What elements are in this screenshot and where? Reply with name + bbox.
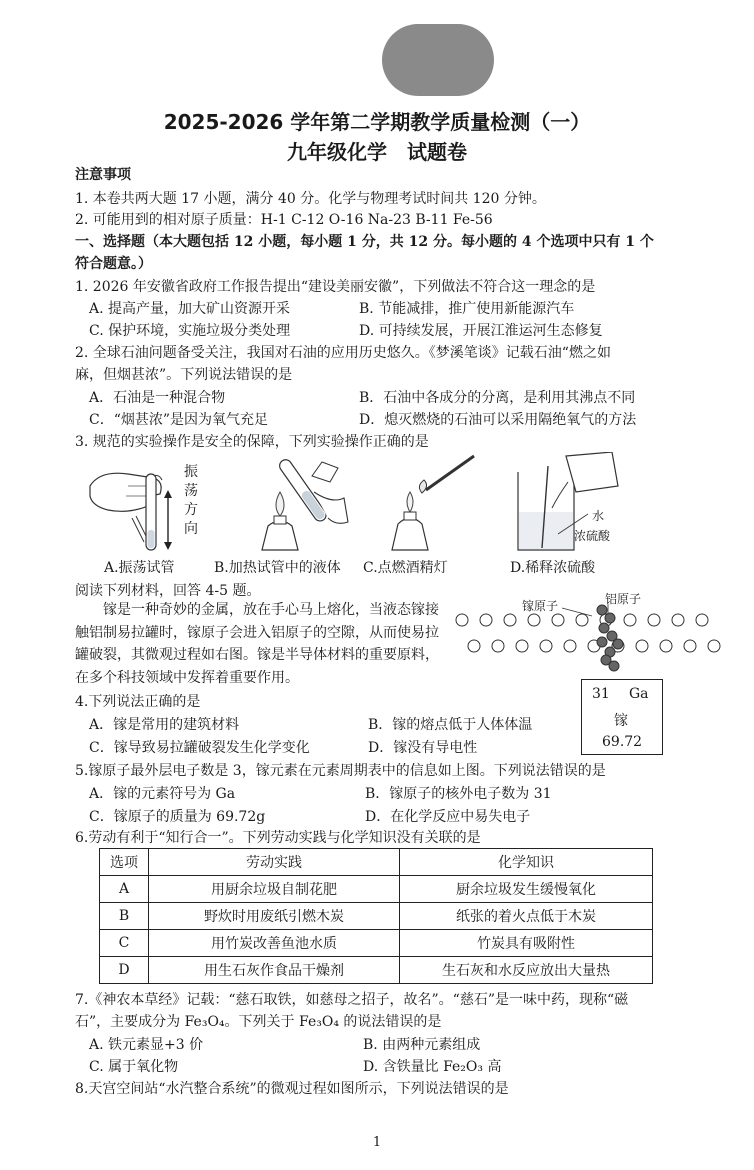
al-atom (636, 640, 648, 652)
al-atom (540, 640, 552, 652)
table-cell: 竹炭具有吸附性 (400, 930, 653, 957)
element-mass: 69.72 (602, 734, 643, 750)
page-number: 1 (372, 1135, 382, 1150)
al-atom (696, 614, 708, 626)
al-atom (564, 640, 576, 652)
table-header: 化学知识 (400, 849, 653, 876)
reading-intro: 阅读下列材料，回答 4-5 题。 (75, 583, 261, 599)
q5-option-c: C．镓原子的质量为 69.72g (89, 809, 266, 825)
q2-option-d: D．熄灭燃烧的石油可以采用隔绝氧气的方法 (359, 412, 637, 428)
q2-option-b: B．石油中各成分的分离，是利用其沸点不同 (359, 390, 636, 406)
element-info-box (581, 679, 663, 755)
q3-option-c: C.点燃酒精灯 (363, 560, 448, 576)
q1-option-c: C. 保护环境，实施垃圾分类处理 (89, 323, 291, 339)
q2-stem-line2: 麻，但烟甚浓”。下列说法错误的是 (75, 367, 293, 383)
table-cell: B (100, 903, 149, 930)
q6-table (99, 848, 653, 984)
q4-option-b: B．镓的熔点低于人体体温 (368, 717, 533, 733)
table-header-row (100, 849, 653, 876)
ga-atom-label: 镓原子 (522, 599, 559, 613)
al-atom (516, 640, 528, 652)
double-arrow-icon (160, 490, 176, 550)
table-cell: A (100, 876, 149, 903)
q4-stem: 4.下列说法正确的是 (75, 694, 201, 710)
q2-option-a: A．石油是一种混合物 (89, 390, 226, 406)
q3-option-d: D.稀释浓硫酸 (510, 560, 596, 576)
al-atom (528, 614, 540, 626)
page-subtitle: 九年级化学 试题卷 (287, 140, 467, 164)
q1-option-d: D. 可持续发展，开展江淮运河生态修复 (359, 323, 603, 339)
table-cell: 厨余垃圾发生缓慢氧化 (400, 876, 653, 903)
q5-option-b: B．镓原子的核外电子数为 31 (365, 786, 552, 802)
q3-option-b: B.加热试管中的液体 (214, 560, 341, 576)
notes-heading: 注意事项 (75, 167, 131, 183)
q4-option-d: D．镓没有导电性 (368, 740, 478, 756)
test-tube-liquid (148, 530, 155, 548)
al-atom (504, 614, 516, 626)
light-lamp-illustration (386, 452, 480, 556)
al-atom-label: 铝原子 (605, 592, 642, 606)
table-cell: 用厨余垃圾自制花肥 (149, 876, 400, 903)
table-cell: 用生石灰作食品干燥剂 (149, 957, 400, 984)
alcohol-lamp (262, 521, 298, 550)
q1-option-a: A. 提高产量，加大矿山资源开采 (89, 301, 291, 317)
water-label: 水 (592, 509, 605, 523)
table-row (100, 930, 653, 957)
element-number: 31 (592, 686, 610, 702)
ga-atom (613, 639, 623, 649)
beaker-upper (566, 452, 618, 492)
al-atom (456, 614, 468, 626)
reading-paragraph: 镓是一种奇妙的金属，放在手心马上熔化，当液态镓接触铝制易拉罐时，镓原子会进入铝原子的空隙，从而使易拉罐破裂，其微观过程如右图。镓是半导体材料的重要原料，在多个科技领域中发挥着重要作用。 (75, 602, 439, 686)
q7-option-a: A. 铁元素显+3 价 (89, 1037, 204, 1053)
table-cell: 生石灰和水反应放出大量热 (400, 957, 653, 984)
al-atom (672, 614, 684, 626)
al-atom (684, 640, 696, 652)
ga-atom (599, 623, 609, 633)
table-cell: 用竹炭改善鱼池水质 (149, 930, 400, 957)
q2-option-c: C．“烟甚浓”是因为氧气充足 (89, 412, 269, 428)
al-atom (468, 640, 480, 652)
q5-option-a: A．镓的元素符号为 Ga (89, 786, 236, 802)
table-cell: D (100, 957, 149, 984)
table-header: 劳动实践 (149, 849, 400, 876)
table-row (100, 957, 653, 984)
notes-item-1: 1. 本卷共两大题 17 小题，满分 40 分。化学与物理考试时间共 120 分钟。 (75, 191, 546, 207)
section-heading-line1: 一、选择题（本大题包括 12 小题，每小题 1 分，共 12 分。每小题的 4 个选项中只有 1 个 (75, 234, 654, 250)
redaction-blob (382, 24, 494, 96)
q3-stem: 3. 规范的实验操作是安全的保障，下列实验操作正确的是 (75, 434, 429, 450)
q7-stem-line1: 7.《神农本草经》记载：“慈石取铁，如慈母之招子，故名”。“慈石”是一味中药，现称“磁 (75, 992, 629, 1008)
table-header: 选项 (100, 849, 149, 876)
q5-stem: 5.镓原子最外层电子数是 3，镓元素在元素周期表中的信息如上图。下列说法错误的是 (75, 763, 606, 779)
ga-atom (605, 613, 615, 623)
al-atom (660, 640, 672, 652)
element-symbol: Ga (629, 686, 649, 702)
al-atom (480, 614, 492, 626)
ga-atom (609, 661, 619, 671)
notes-item-2: 2. 可能用到的相对原子质量：H-1 C-12 O-16 Na-23 B-11 Fe-56 (75, 212, 493, 228)
al-atom (648, 614, 660, 626)
table-cell: C (100, 930, 149, 957)
al-atom (552, 614, 564, 626)
al-atom (576, 614, 588, 626)
flame (276, 492, 284, 516)
q1-option-b: B. 节能减排，推广使用新能源汽车 (359, 301, 575, 317)
acid-label: 浓硫酸 (574, 529, 611, 543)
q6-stem: 6.劳动有利于“知行合一”。下列劳动实践与化学知识没有关联的是 (75, 830, 481, 846)
al-atom (492, 640, 504, 652)
element-name: 镓 (614, 713, 628, 729)
table-row (100, 903, 653, 930)
al-atom (624, 614, 636, 626)
table-cell: 野炊时用废纸引燃木炭 (149, 903, 400, 930)
q3-option-a: A.振荡试管 (104, 560, 175, 576)
q5-option-d: D．在化学反应中易失电子 (365, 809, 531, 825)
heat-liquid-illustration (252, 452, 362, 556)
ga-atom (597, 637, 607, 647)
q7-option-d: D. 含铁量比 Fe₂O₃ 高 (363, 1059, 502, 1075)
q4-option-c: C．镓导致易拉罐破裂发生化学变化 (89, 740, 310, 756)
q4-option-a: A．镓是常用的建筑材料 (89, 717, 240, 733)
al-atom (708, 640, 720, 652)
shake-direction-label: 振 荡 方 向 (184, 464, 198, 537)
atom-diagram (452, 596, 722, 676)
section-heading-line2: 符合题意。） (75, 256, 152, 272)
table-cell: 纸张的着火点低于木炭 (400, 903, 653, 930)
q7-option-c: C. 属于氧化物 (89, 1059, 179, 1075)
q2-stem-line1: 2. 全球石油问题备受关注，我国对石油的应用历史悠久。《梦溪笔谈》记载石油“燃之如 (75, 345, 611, 361)
page-title: 2025-2026 学年第二学期教学质量检测（一） (163, 110, 591, 134)
q7-stem-line2: 石”，主要成分为 Fe₃O₄。下列关于 Fe₃O₄ 的说法错误的是 (75, 1014, 442, 1030)
ga-atom (597, 605, 607, 615)
table-row (100, 876, 653, 903)
q1-stem: 1. 2026 年安徽省政府工作报告提出“建设美丽安徽”，下列做法不符合这一理念的是 (75, 279, 596, 295)
q7-option-b: B. 由两种元素组成 (363, 1037, 481, 1053)
q8-stem: 8.天宫空间站“水汽整合系统”的微观过程如图所示，下列说法错误的是 (75, 1081, 509, 1097)
